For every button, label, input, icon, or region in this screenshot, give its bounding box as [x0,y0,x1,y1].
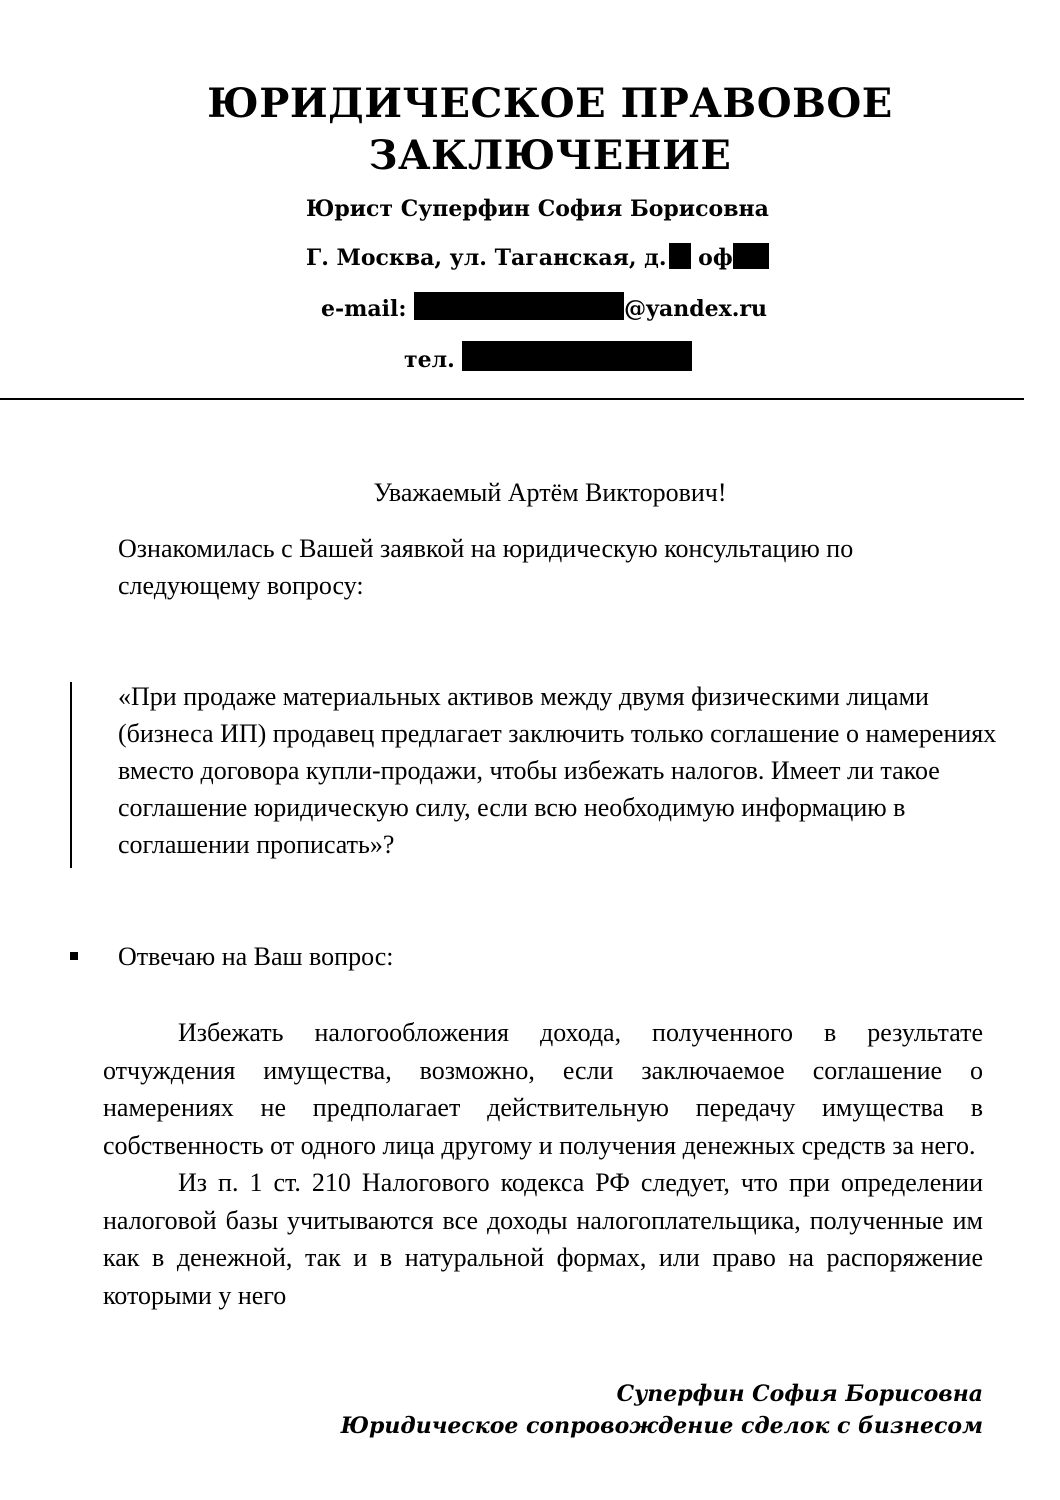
answer-paragraph-1: Избежать налогообложения дохода, полученного в результате отчуждения имущества, возможно, если заключаемое соглашение о намерениях не предполагает действительную передачу имущества в собственность от одного лица другому и получения денежных средств за него. [103,1018,983,1160]
title-line-2: ЗАКЛЮЧЕНИЕ [368,132,732,179]
footer-name: Суперфин София Борисовна [616,1381,983,1407]
footer-tagline: Юридическое сопровождение сделок с бизнесом [340,1413,983,1439]
intro-text: Ознакомилась с Вашей заявкой на юридическую консультацию по следующему вопросу: [118,534,854,600]
email-domain: @yandex.ru [624,296,767,322]
address-line [306,243,769,273]
address-office: оф [698,245,733,271]
lawyer-name: Юрист Суперфин София Борисовна [306,196,769,222]
redacted-email [414,292,624,320]
redacted-phone [462,341,692,371]
client-question-quote: «При продаже материальных активов между двумя физическими лицами (бизнеса ИП) продавец предлагает заключить только соглашение о намерениях вместо договора купли-продажи, чтобы избежать налогов. Имеет ли такое соглашение юридическую силу, если всю необходимую информацию в соглашении прописать»? [118,682,997,859]
email-line [321,292,767,324]
document-title [0,78,1060,182]
email-label: e-mail: [321,296,407,322]
quote-bar [70,682,72,868]
header-divider [0,398,1024,400]
greeting: Уважаемый Артём Викторович! [373,478,727,507]
address-prefix: Г. Москва, ул. Таганская, д. [306,245,667,271]
title-line-1: ЮРИДИЧЕСКОЕ ПРАВОВОЕ [207,80,893,127]
redacted-house-number [669,243,691,269]
answer-body [103,1014,983,1314]
page-footer [341,1378,983,1442]
answer-heading: Отвечаю на Ваш вопрос: [118,942,394,971]
answer-paragraph-2: Из п. 1 ст. 210 Налогового кодекса РФ следует, что при определении налоговой базы учитываются все доходы налогоплательщика, полученные им как в денежной, так и в натуральной формах, или право на распоряжение которыми у него [103,1168,983,1310]
phone-line [404,341,692,375]
phone-label: тел. [404,347,455,373]
redacted-office-number [733,243,769,269]
bullet-square-icon [70,952,78,960]
